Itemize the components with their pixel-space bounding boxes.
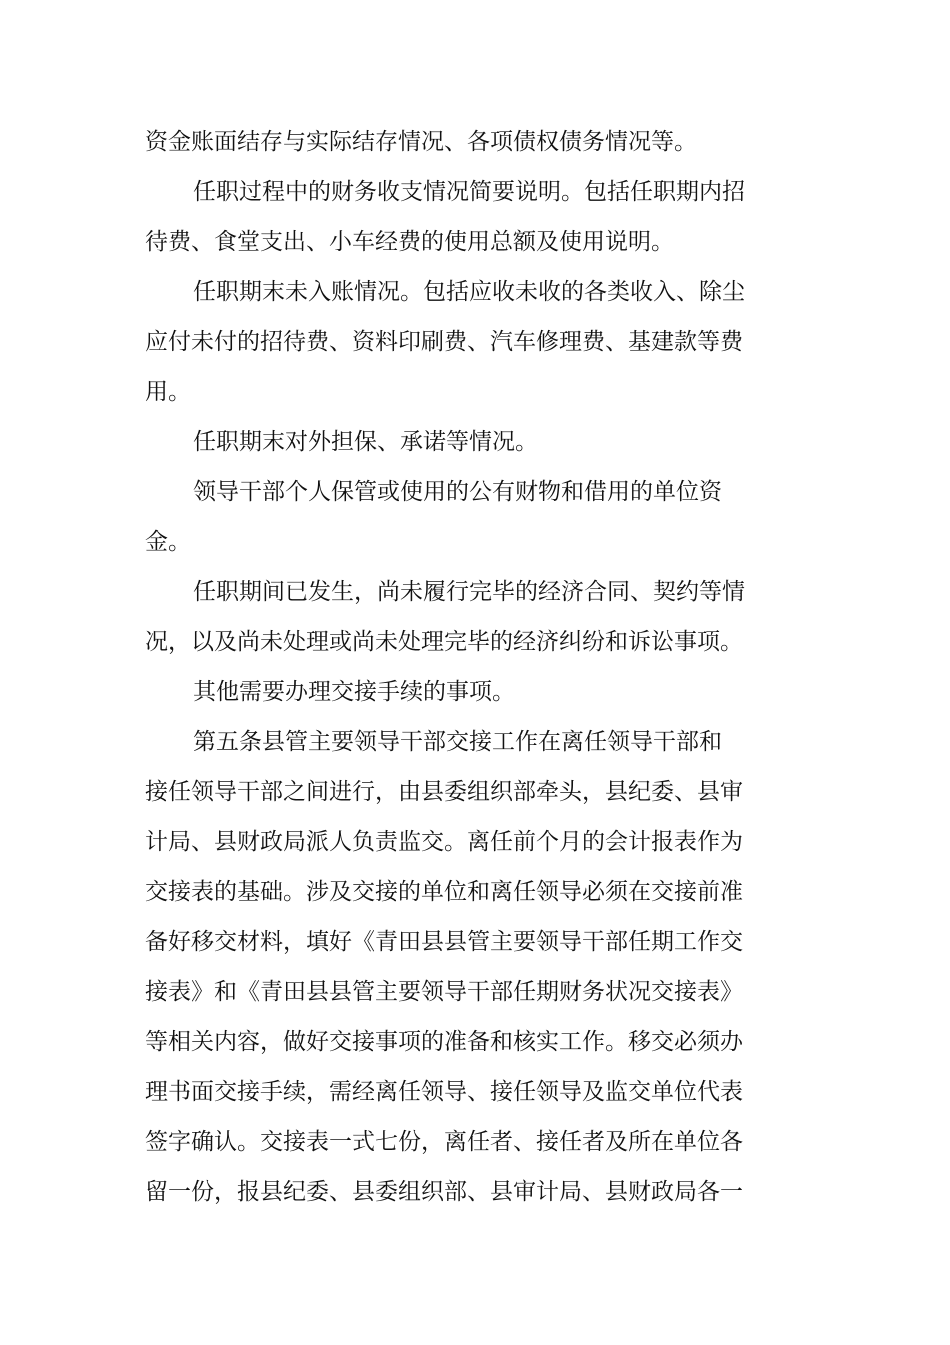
- paragraph-first-line: 任职期末对外担保、承诺等情况。: [193, 429, 538, 455]
- text-line: 计局、县财政局派人负责监交。离任前个月的会计报表作为: [145, 829, 743, 855]
- text-line: 接任领导干部之间进行，由县委组织部牵头，县纪委、县审: [145, 779, 743, 805]
- text-line: 等相关内容，做好交接事项的准备和核实工作。移交必须办: [145, 1029, 743, 1055]
- paragraph-first-line: 任职期间已发生，尚未履行完毕的经济合同、契约等情: [193, 579, 745, 605]
- paragraph-first-line: 领导干部个人保管或使用的公有财物和借用的单位资: [193, 479, 722, 505]
- text-line: 待费、食堂支出、小车经费的使用总额及使用说明。: [145, 229, 674, 255]
- document-body: [145, 117, 755, 1217]
- paragraph-first-line: 其他需要办理交接手续的事项。: [193, 679, 515, 705]
- text-line: 留一份，报县纪委、县委组织部、县审计局、县财政局各一: [145, 1179, 743, 1205]
- text-line: 资金账面结存与实际结存情况、各项债权债务情况等。: [145, 129, 697, 155]
- paragraph-first-line: 任职期末未入账情况。包括应收未收的各类收入、除尘: [193, 279, 745, 305]
- paragraph-first-line: 第五条县管主要领导干部交接工作在离任领导干部和: [193, 729, 722, 755]
- text-line: 用。: [145, 379, 191, 405]
- text-line: 备好移交材料，填好《青田县县管主要领导干部任期工作交: [145, 929, 743, 955]
- text-line: 交接表的基础。涉及交接的单位和离任领导必须在交接前准: [145, 879, 743, 905]
- text-line: 理书面交接手续，需经离任领导、接任领导及监交单位代表: [145, 1079, 743, 1105]
- text-line: 应付未付的招待费、资料印刷费、汽车修理费、基建款等费: [145, 329, 743, 355]
- text-line: 接表》和《青田县县管主要领导干部任期财务状况交接表》: [145, 979, 743, 1005]
- paragraph-first-line: 任职过程中的财务收支情况简要说明。包括任职期内招: [193, 179, 745, 205]
- text-line: 况，以及尚未处理或尚未处理完毕的经济纠纷和诉讼事项。: [145, 629, 743, 655]
- text-line: 金。: [145, 529, 191, 555]
- text-line: 签字确认。交接表一式七份，离任者、接任者及所在单位各: [145, 1129, 743, 1155]
